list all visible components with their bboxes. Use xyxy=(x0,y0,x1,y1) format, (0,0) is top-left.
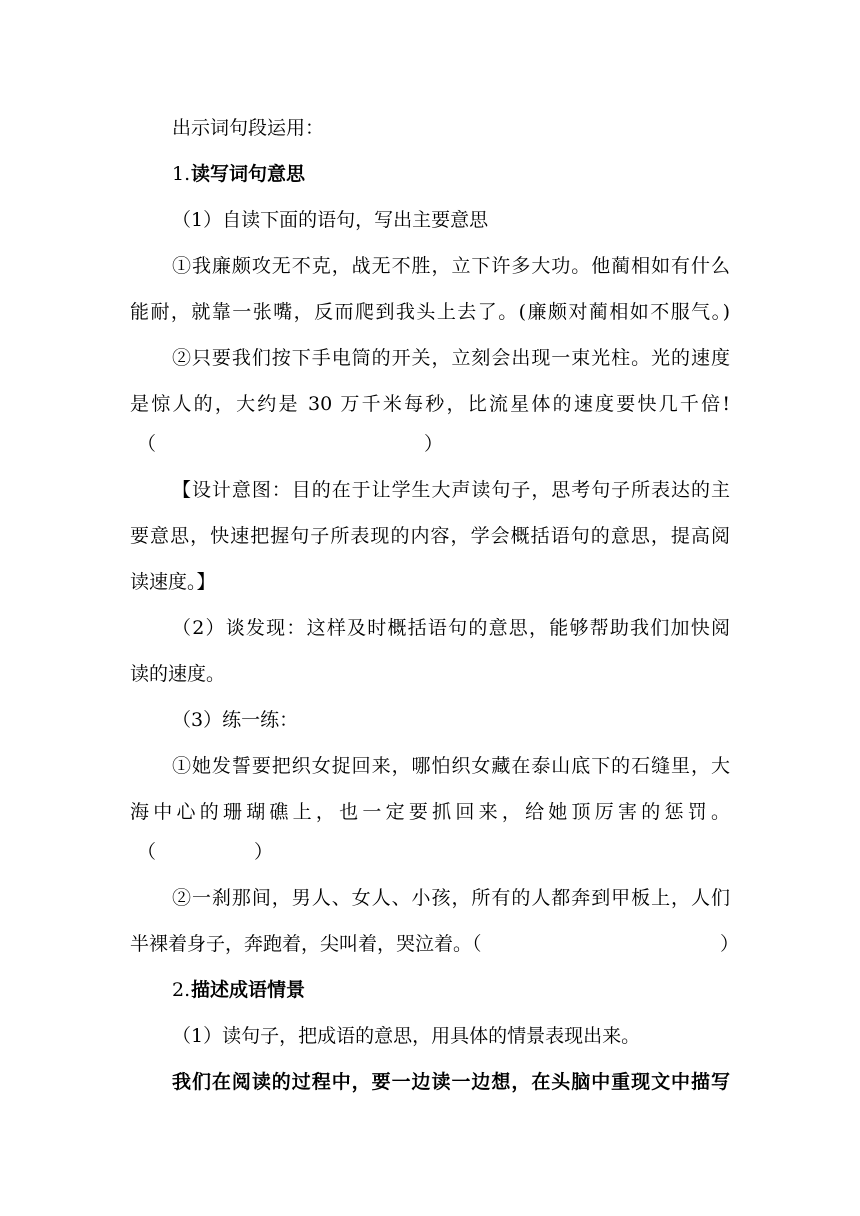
practice-1-line-2: 海中心的珊瑚礁上，也一定要抓回来，给她顶厉害的惩罚。 xyxy=(130,801,730,823)
example-2-line-1: ②只要我们按下手电筒的开关，立刻会出现一束光柱。光的速度 xyxy=(172,347,730,369)
practice-1-line-1: ①她发誓要把织女捉回来，哪怕织女藏在泰山底下的石缝里，大 xyxy=(172,755,730,777)
subsection-2-line-1: （2）谈发现：这样及时概括语句的意思，能够帮助我们加快阅 xyxy=(172,617,730,639)
design-intent-line-2: 要意思，快速把握句子所表现的内容，学会概括语句的意思，提高阅 xyxy=(130,525,730,547)
practice-1-blank-close: ） xyxy=(254,841,274,863)
bold-paragraph-line-1: 我们在阅读的过程中，要一边读一边想，在头脑中重现文中描写 xyxy=(172,1071,730,1093)
practice-2-line-1: ②一刹那间，男人、女人、小孩，所有的人都奔到甲板上，人们 xyxy=(172,887,730,909)
section-2-number: 2. xyxy=(172,979,191,1001)
practice-2-blank-close: ） xyxy=(720,933,740,955)
example-1-line-1: ①我廉颇攻无不克，战无不胜，立下许多大功。他蔺相如有什么 xyxy=(172,255,730,277)
answer-blank-open: （ xyxy=(137,433,157,455)
section-2-heading: 描述成语情景 xyxy=(191,979,306,1001)
design-intent-line-3: 读速度。】 xyxy=(130,571,216,593)
section-2-subsection-1: （1）读句子，把成语的意思，用具体的情景表现出来。 xyxy=(172,1025,641,1047)
subsection-3-heading: （3）练一练： xyxy=(172,709,299,731)
subsection-2-line-2: 读的速度。 xyxy=(130,663,226,685)
section-1-heading: 读写词句意思 xyxy=(191,163,306,185)
subsection-1-heading: （1）自读下面的语句，写出主要意思 xyxy=(172,209,489,231)
example-2-line-2: 是惊人的，大约是 30 万千米每秒，比流星体的速度要快几千倍! xyxy=(130,393,730,415)
design-intent-line-1: 【设计意图：目的在于让学生大声读句子，思考句子所表达的主 xyxy=(172,479,730,501)
example-1-line-2: 能耐，就靠一张嘴，反而爬到我头上去了。(廉颇对蔺相如不服气。) xyxy=(130,301,730,323)
practice-2-line-2: 半裸着身子，奔跑着，尖叫着，哭泣着。（ xyxy=(130,933,482,955)
section-1-number: 1. xyxy=(172,163,191,185)
practice-1-blank-open: （ xyxy=(137,841,157,863)
answer-blank-close: ） xyxy=(424,433,444,455)
intro-line: 出示词句段运用： xyxy=(172,117,325,139)
